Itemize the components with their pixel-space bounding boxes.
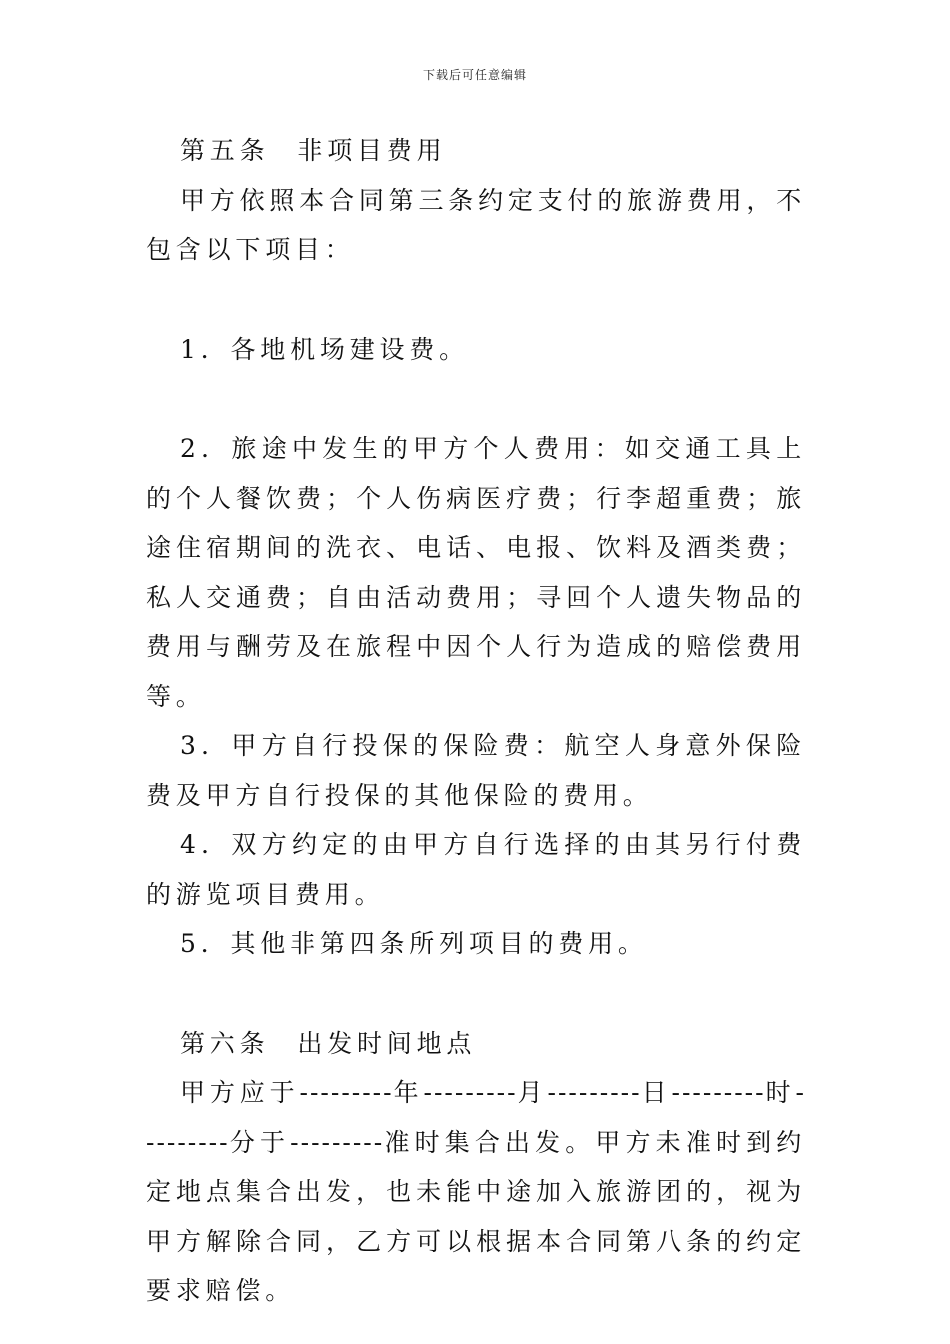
section5-item-2: 2．旅途中发生的甲方个人费用：如交通工具上的个人餐饮费；个人伤病医疗费；行李超重费；旅途住宿期间的洗衣、电话、电报、饮料及酒类费；私人交通费；自由活动费用；寻回个人遗失物品的费用与酬劳及在旅程中因个人行为造成的赔偿费用等。 (146, 434, 806, 711)
blank-year: --------- (299, 1078, 394, 1107)
section6-heading: 出发时间地点 (297, 1028, 477, 1058)
section5-intro: 甲方依照本合同第三条约定支付的旅游费用，不包含以下项目： (146, 185, 806, 264)
section6-body (146, 1068, 806, 1316)
section6-number: 第六条 (180, 1028, 270, 1058)
document-body (146, 126, 806, 1316)
unit-month: 月 (517, 1078, 548, 1107)
blank-day: --------- (547, 1078, 642, 1107)
header-note: 下载后可任意编辑 (422, 68, 527, 82)
unit-hour: 时 (765, 1078, 796, 1107)
section5-heading: 非项目费用 (297, 136, 447, 165)
section5-item-5: 5．其他非第四条所列项目的费用。 (180, 929, 648, 958)
section5-number: 第五条 (180, 136, 270, 165)
blank-place: --------- (290, 1127, 385, 1157)
blank-hour: --------- (671, 1078, 766, 1107)
section5-item-4: 4．双方约定的由甲方自行选择的由其另行付费的游览项目费用。 (146, 830, 806, 909)
section5-title (146, 126, 806, 176)
section6-prefix: 甲方应于 (180, 1078, 300, 1107)
section5-item-1: 1．各地机场建设费。 (180, 334, 469, 364)
blank-minute: --------- (146, 1078, 806, 1157)
blank-month: --------- (423, 1078, 518, 1107)
section5-item-3: 3．甲方自行投保的保险费：航空人身意外保险费及甲方自行投保的其他保险的费用。 (146, 731, 806, 810)
unit-year: 年 (393, 1078, 424, 1107)
section6-title (146, 1019, 806, 1069)
section6-suffix: 准时集合出发。甲方未准时到约定地点集合出发，也未能中途加入旅游团的，视为甲方解除合同，乙方可以根据本合同第八条的约定要求赔偿。 (146, 1127, 806, 1305)
unit-day: 日 (641, 1078, 672, 1107)
unit-minute: 分于 (229, 1127, 291, 1157)
